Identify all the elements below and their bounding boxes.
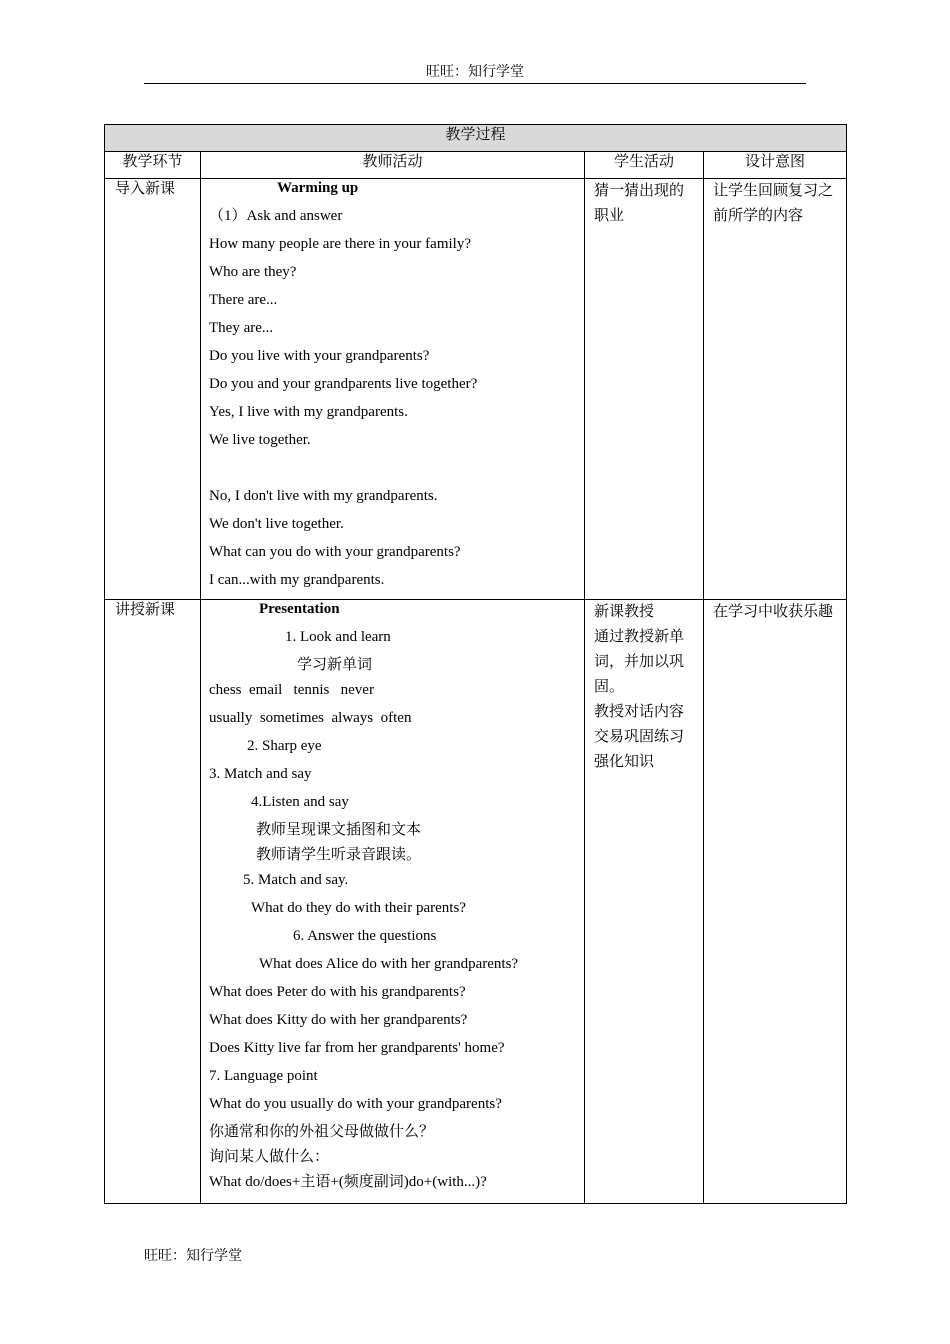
student-activity-cell (585, 179, 704, 600)
teacher-line: We don't live together. (209, 516, 344, 532)
page-footer: 旺旺：知行学堂 (144, 1249, 242, 1264)
teacher-line: usually sometimes always often (209, 710, 412, 726)
intent-text: 让学生回顾复习之前所学的内容 (713, 183, 834, 224)
teacher-line: We live together. (209, 432, 311, 448)
teacher-line: 你通常和你的外祖父母做做什么？ (209, 1124, 435, 1140)
teacher-line: What do/does+主语+(频度副词)do+(with...)? (209, 1174, 487, 1190)
teacher-line: Does Kitty live far from her grandparents' home? (209, 1040, 505, 1056)
student-text: 通过教授新单词，并加以巩固。 (594, 629, 685, 695)
teacher-activity-cell (201, 600, 585, 1204)
stage-cell: 导入新课 (105, 179, 201, 600)
student-text: 新课教授 (594, 604, 655, 620)
teacher-line: 询问某人做什么： (209, 1149, 330, 1165)
teacher-line: What do they do with their parents? (251, 900, 466, 916)
teacher-line: 教师呈现课文插图和文本 (256, 822, 422, 838)
column-header-student: 学生活动 (585, 152, 704, 179)
teacher-line: What does Kitty do with her grandparents? (209, 1012, 468, 1028)
intent-text: 在学习中收获乐趣 (713, 604, 834, 620)
student-text: 教授对话内容交易巩固练习强化知识 (594, 704, 685, 770)
teacher-line: They are... (209, 320, 274, 336)
teacher-line: 5. Match and say. (243, 872, 349, 888)
teacher-line: 教师请学生听录音跟读。 (256, 847, 422, 863)
teacher-line: Do you and your grandparents live together? (209, 376, 478, 392)
teacher-line: What does Peter do with his grandparents? (209, 984, 466, 1000)
teacher-line: What can you do with your grandparents? (209, 544, 461, 560)
teacher-line: Who are they? (209, 264, 297, 280)
teacher-line: No, I don't live with my grandparents. (209, 488, 438, 504)
teacher-line: 3. Match and say (209, 766, 312, 782)
teacher-activity-cell (201, 179, 585, 600)
design-intent-cell (704, 600, 847, 1204)
column-header-teacher: 教师活动 (201, 152, 585, 179)
teacher-line: What does Alice do with her grandparents? (259, 956, 519, 972)
teacher-line: 2. Sharp eye (247, 738, 322, 754)
teacher-line: What do you usually do with your grandparents? (209, 1096, 502, 1112)
table-row (105, 179, 847, 600)
section-heading: Presentation (259, 601, 340, 617)
teacher-line: I can...with my grandparents. (209, 572, 385, 588)
table-row (105, 600, 847, 1204)
teacher-line: Yes, I live with my grandparents. (209, 404, 408, 420)
stage-cell: 讲授新课 (105, 600, 201, 1204)
teacher-line: （1）Ask and answer (209, 208, 343, 224)
section-heading: Warming up (277, 180, 359, 196)
page-header: 旺旺：知行学堂 (426, 65, 524, 80)
teacher-line: 6. Answer the questions (293, 928, 437, 944)
teacher-line: 学习新单词 (297, 657, 373, 673)
teacher-line: 7. Language point (209, 1068, 318, 1084)
table-title: 教学过程 (105, 125, 847, 152)
header-divider (144, 83, 806, 84)
student-text: 猜一猜出现的职业 (594, 183, 685, 224)
teacher-line: chess email tennis never (209, 682, 374, 698)
teacher-line: 1. Look and learn (285, 629, 391, 645)
teacher-line: Do you live with your grandparents? (209, 348, 430, 364)
teaching-process-table (104, 124, 847, 1204)
teacher-line (209, 459, 580, 487)
design-intent-cell (704, 179, 847, 600)
column-header-intent: 设计意图 (704, 152, 847, 179)
teacher-line: There are... (209, 292, 278, 308)
student-activity-cell (585, 600, 704, 1204)
teacher-line: 4.Listen and say (251, 794, 349, 810)
column-header-stage: 教学环节 (105, 152, 201, 179)
teacher-line: How many people are there in your family? (209, 236, 471, 252)
